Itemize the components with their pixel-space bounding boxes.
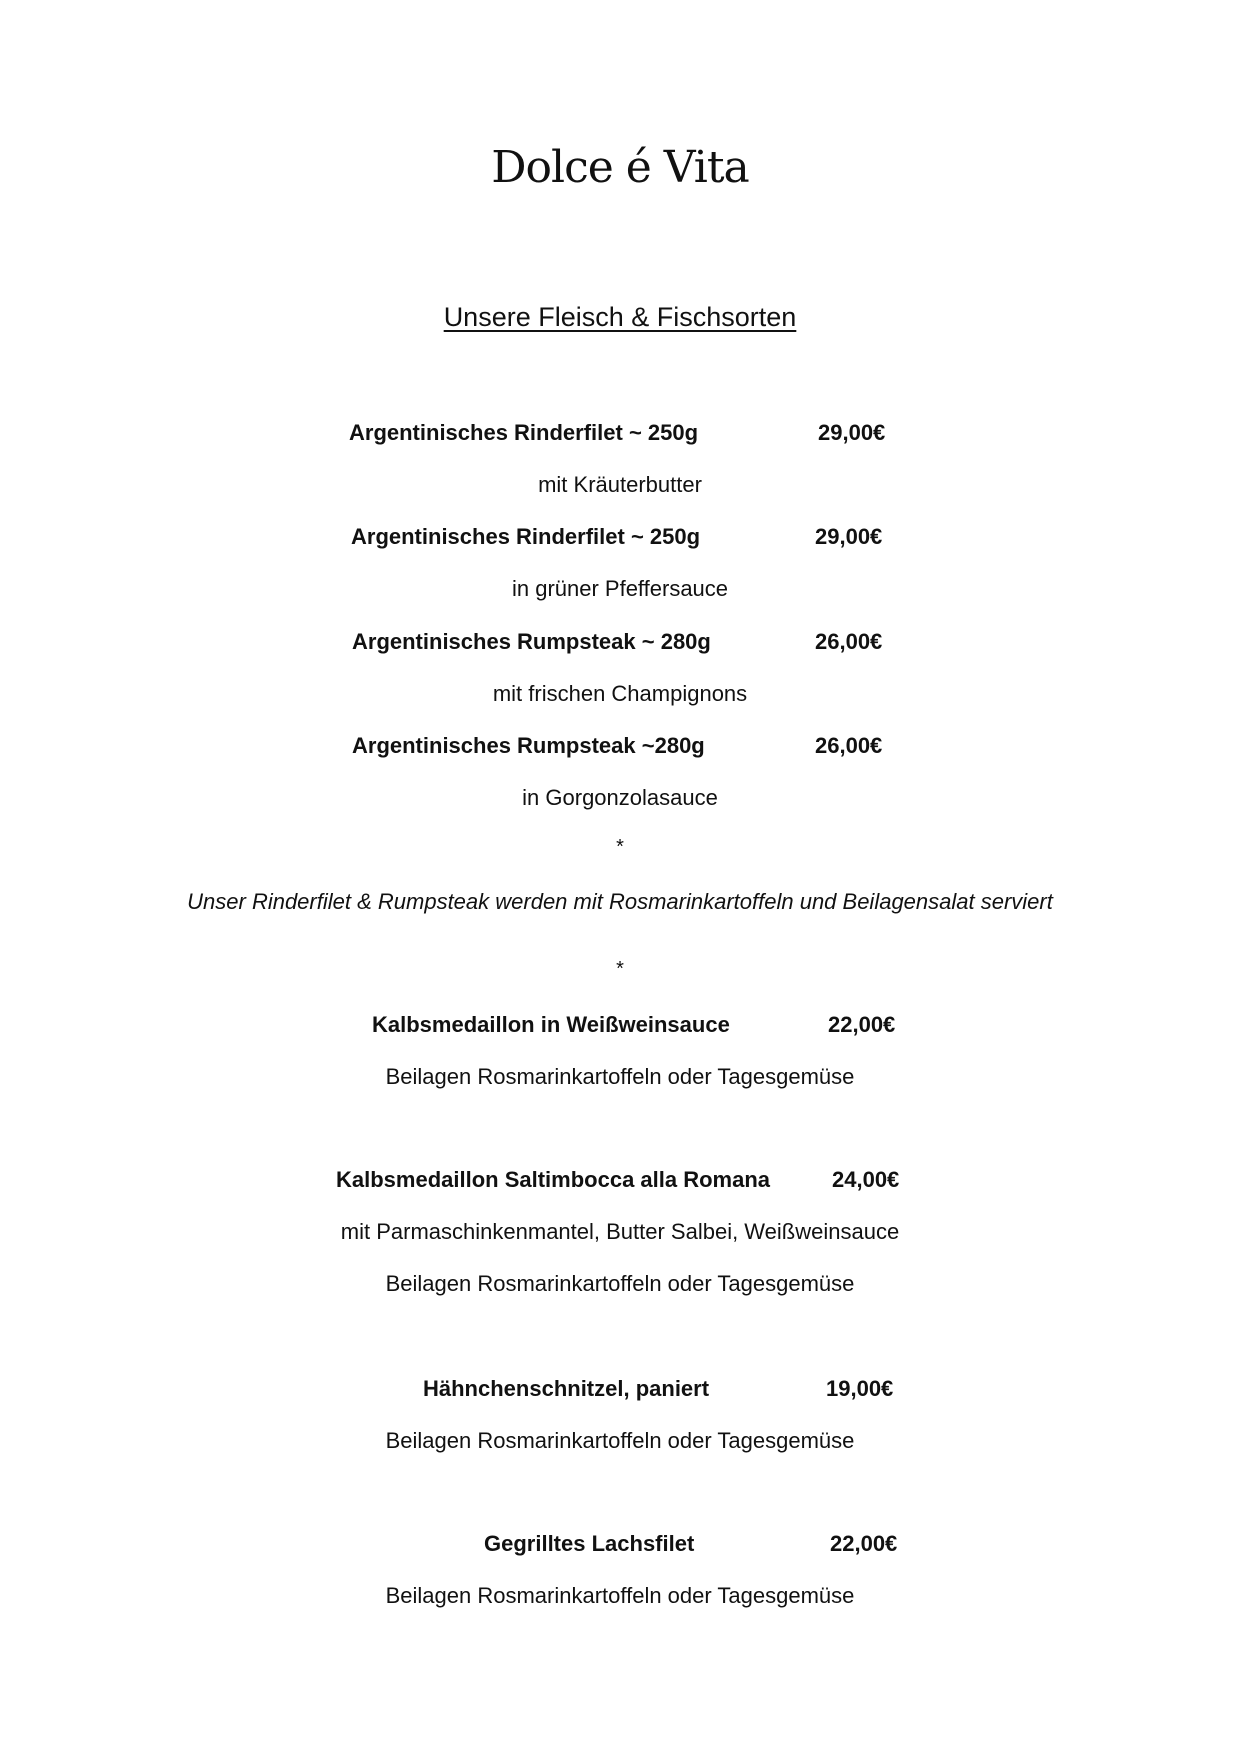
dish-name: Gegrilltes Lachsfilet: [484, 1531, 695, 1556]
dish-price: 22,00€: [830, 1531, 898, 1556]
dish-description: Beilagen Rosmarinkartoffeln oder Tagesgemüse: [385, 1583, 855, 1608]
dish-description: mit frischen Champignons: [492, 681, 748, 706]
dish-description: Beilagen Rosmarinkartoffeln oder Tagesgemüse: [385, 1428, 855, 1453]
dish-price: 24,00€: [832, 1167, 900, 1192]
dish-description: mit Kräuterbutter: [538, 472, 702, 497]
dish-price: 26,00€: [815, 629, 883, 654]
dish-description: Beilagen Rosmarinkartoffeln oder Tagesgemüse: [385, 1064, 855, 1089]
dish-price: 26,00€: [815, 733, 883, 758]
dish-name: Argentinisches Rumpsteak ~ 280g: [352, 629, 711, 654]
dish-price: 29,00€: [815, 524, 883, 549]
dish-name: Argentinisches Rinderfilet ~ 250g: [351, 524, 701, 549]
dish-name: Hähnchenschnitzel, paniert: [423, 1376, 710, 1401]
dish-price: 19,00€: [826, 1376, 894, 1401]
dish-name: Kalbsmedaillon Saltimbocca alla Romana: [336, 1167, 771, 1192]
dish-name: Argentinisches Rinderfilet ~ 250g: [349, 420, 699, 445]
separator-star: *: [616, 958, 624, 980]
dish-description: in grüner Pfeffersauce: [511, 576, 729, 601]
dish-price: 22,00€: [828, 1012, 896, 1037]
dish-name: Kalbsmedaillon in Weißweinsauce: [372, 1012, 730, 1037]
separator-star: *: [616, 836, 624, 858]
dish-description: Beilagen Rosmarinkartoffeln oder Tagesgemüse: [385, 1271, 855, 1296]
dish-price: 29,00€: [818, 420, 886, 445]
section-title: Unsere Fleisch & Fischsorten: [443, 302, 797, 332]
restaurant-name: Dolce é Vita: [491, 142, 749, 193]
dish-description: in Gorgonzolasauce: [522, 785, 718, 810]
dish-name: Argentinisches Rumpsteak ~280g: [352, 733, 705, 758]
side-dish-note: Unser Rinderfilet & Rumpsteak werden mit Rosmarinkartoffeln und Beilagensalat serviert: [187, 889, 1053, 914]
dish-description: mit Parmaschinkenmantel, Butter Salbei, Weißweinsauce: [340, 1219, 900, 1244]
